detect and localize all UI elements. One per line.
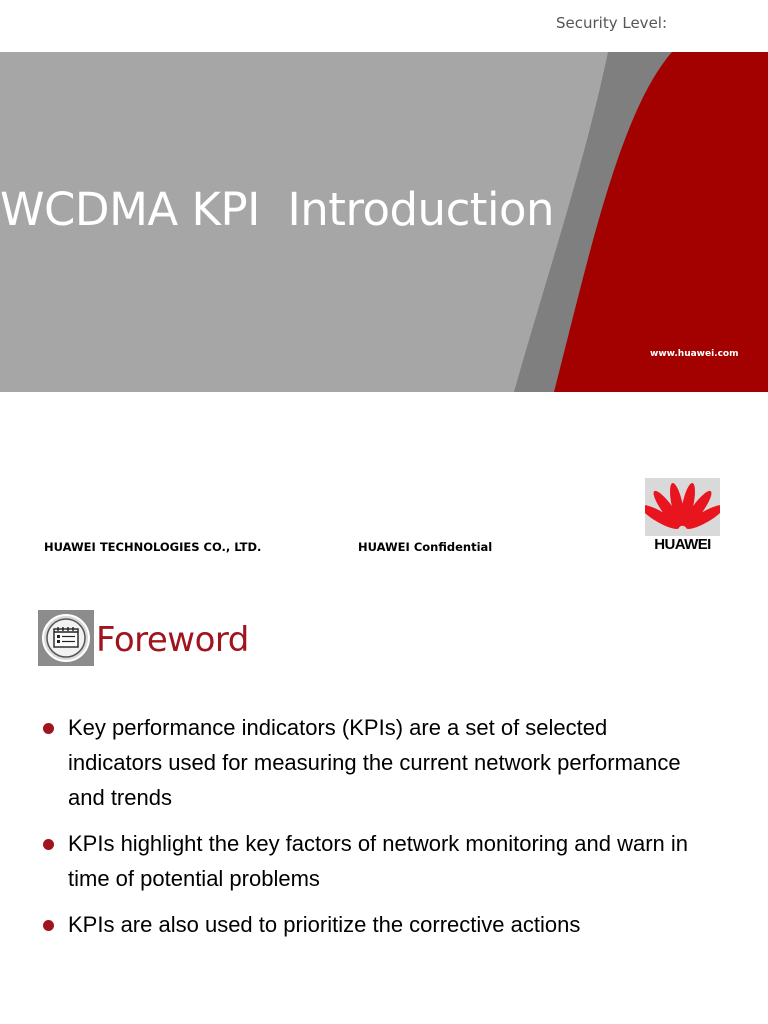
title-banner bbox=[0, 52, 768, 392]
list-item bbox=[40, 710, 700, 815]
bullet-dot-icon bbox=[43, 920, 54, 931]
section-title: Foreword bbox=[96, 620, 249, 660]
list-item bbox=[40, 907, 700, 942]
document-list-icon bbox=[38, 610, 94, 666]
bullet-text: KPIs highlight the key factors of network monitoring and warn in time of potential problems bbox=[68, 831, 688, 891]
bullet-dot-icon bbox=[43, 839, 54, 850]
bullet-text: KPIs are also used to prioritize the corrective actions bbox=[68, 912, 581, 937]
list-item bbox=[40, 826, 700, 896]
bullet-dot-icon bbox=[43, 723, 54, 734]
bullet-text: Key performance indicators (KPIs) are a set of selected indicators used for measuring the current network performance and trends bbox=[68, 715, 681, 810]
bullet-list bbox=[40, 710, 700, 953]
slide-title: WCDMA KPI Introduction bbox=[0, 183, 555, 236]
website-link[interactable]: www.huawei.com bbox=[650, 349, 739, 359]
company-name: HUAWEI TECHNOLOGIES CO., LTD. bbox=[44, 540, 262, 554]
security-level-label: Security Level: bbox=[556, 14, 668, 32]
confidentiality-label: HUAWEI Confidential bbox=[358, 540, 493, 554]
logo-wordmark: HUAWEI bbox=[654, 536, 711, 553]
